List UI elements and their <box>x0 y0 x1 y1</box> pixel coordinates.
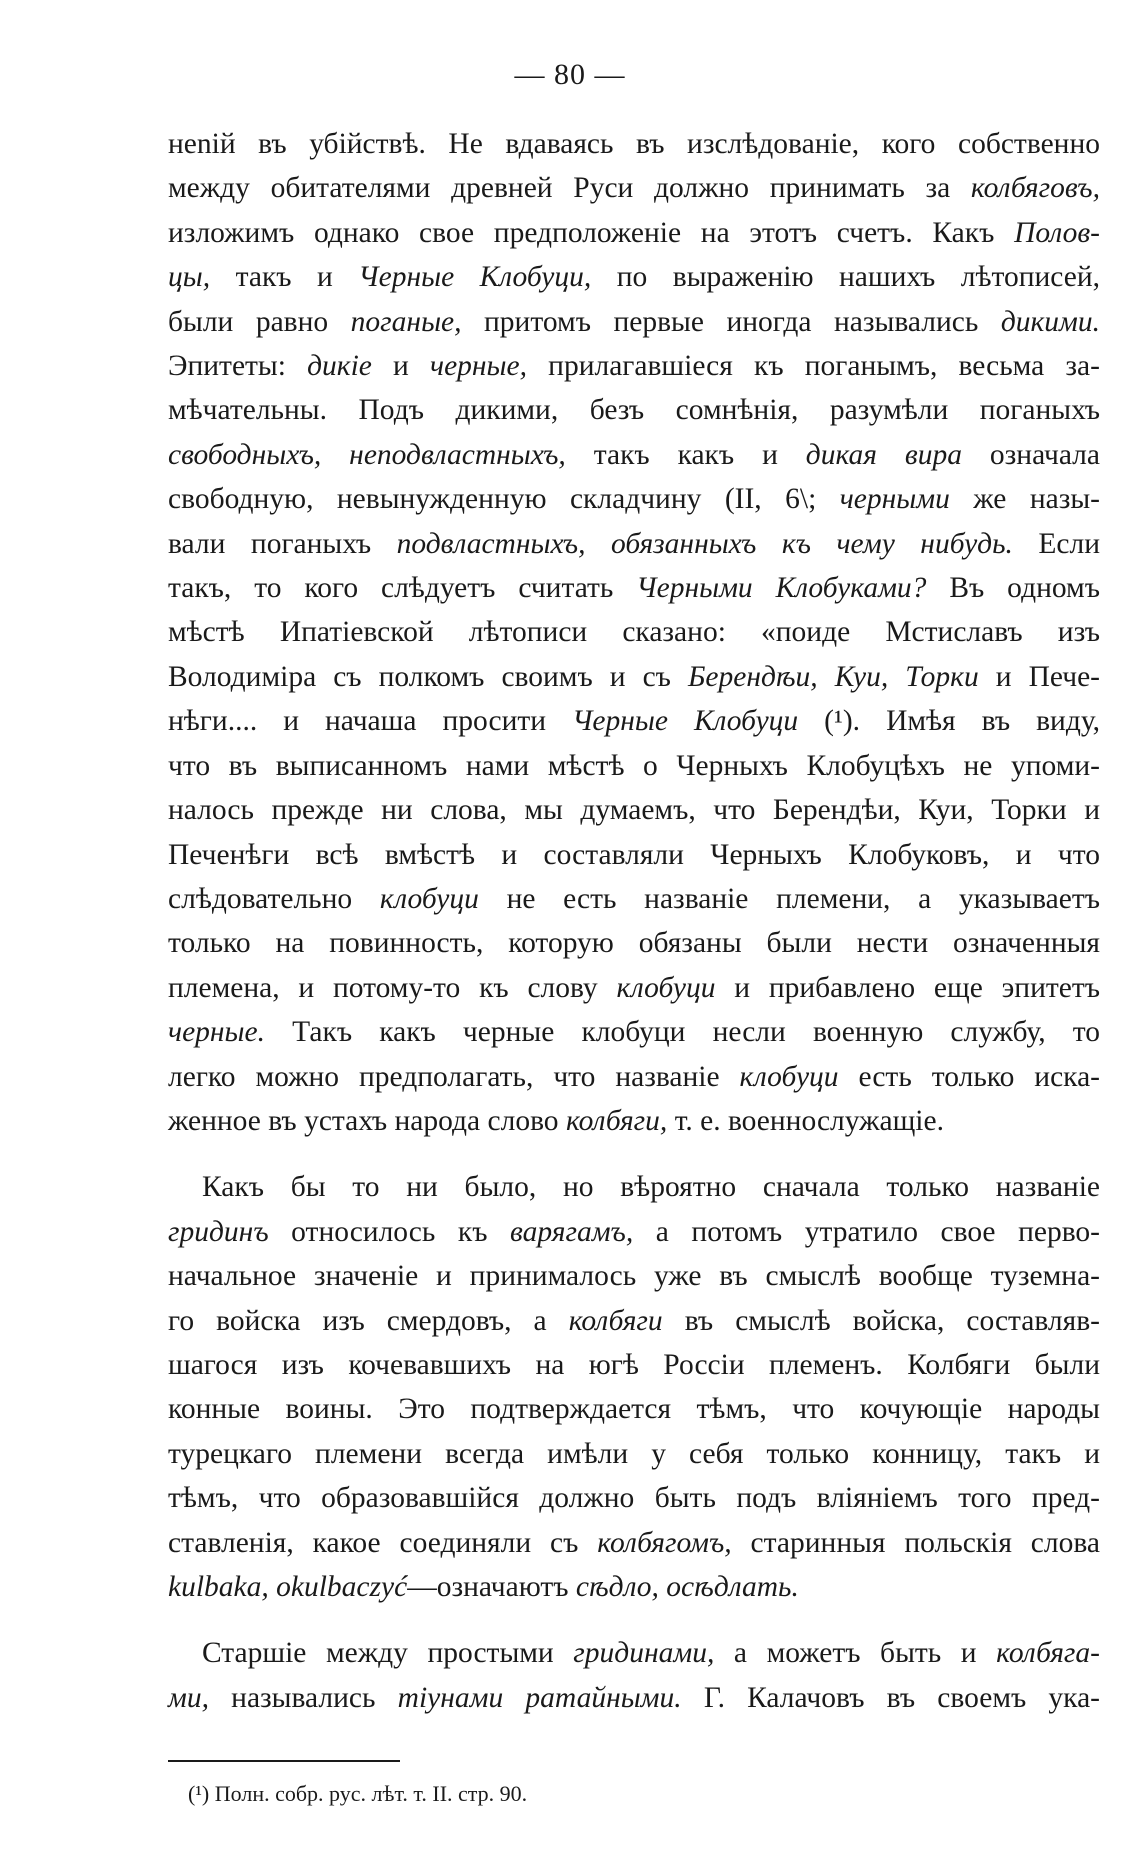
italic-segment: черные, <box>430 350 527 383</box>
italic-segment: Черными Клобуками? <box>636 572 927 605</box>
text-line <box>168 1343 1100 1387</box>
text-segment: женное въ устахъ народа слово <box>168 1104 566 1137</box>
text-segment: мѣстѣ Ипатiевской лѣтописи сказано: «поиде Мстиславъ изъ <box>168 616 1100 649</box>
italic-segment: дикими. <box>1000 305 1100 338</box>
italic-segment: свободныхъ, неподвластныхъ, <box>168 438 566 471</box>
text-segment: Въ одномъ <box>926 572 1100 605</box>
italic-segment: черные. <box>168 1016 265 1049</box>
text-line <box>168 921 1100 965</box>
text-segment: ставленiя, какое соединяли съ <box>168 1526 598 1559</box>
text-segment: и <box>371 350 430 383</box>
text-segment: свободную, невынужденную складчину (II, 6\; <box>168 483 840 516</box>
text-line <box>168 1254 1100 1298</box>
text-segment: а можетъ быть и <box>714 1637 997 1670</box>
italic-segment: подвластныхъ, обязанныхъ къ чему нибудь. <box>396 527 1013 560</box>
text-segment: и Пече- <box>978 660 1100 693</box>
text-line <box>168 255 1100 299</box>
italic-segment: колбяги <box>568 1304 663 1337</box>
text-segment: прилагавшiеся къ поганымъ, весьма за- <box>527 350 1100 383</box>
text-segment: Старшiе между простыми <box>202 1637 574 1670</box>
text-line <box>168 1010 1100 1054</box>
text-line <box>168 1676 1100 1720</box>
footnote-divider <box>168 1760 400 1762</box>
text-segment: притомъ первые иногда назывались <box>461 305 1001 338</box>
text-segment: въ смыслѣ войска, составляв- <box>662 1304 1100 1337</box>
text-line <box>168 344 1100 388</box>
text-segment: и прибавлено еще эпитетъ <box>715 971 1100 1004</box>
italic-segment: варягамъ, <box>510 1215 634 1248</box>
body-text <box>168 122 1100 1720</box>
italic-segment: колбяговъ, <box>970 172 1100 205</box>
text-line <box>168 1521 1100 1565</box>
text-segment: турецкаго племени всегда имѣли у себя только конницу, такъ и <box>168 1437 1100 1470</box>
text-segment: изложимъ однако свое предположенiе на этотъ счетъ. Какъ <box>168 216 1015 249</box>
text-line <box>168 388 1100 432</box>
text-segment: нeniй въ убiйствѣ. Не вдаваясь въ изслѣдованiе, кого собственно <box>168 128 1100 160</box>
italic-segment: черными <box>839 483 950 516</box>
text-line <box>168 1299 1100 1343</box>
text-line <box>168 833 1100 877</box>
text-segment: не есть названiе племени, а указываетъ <box>478 882 1100 915</box>
italic-segment: клобуци <box>616 971 716 1004</box>
text-line <box>168 1165 1100 1209</box>
italic-segment: сѣдло, осѣдлать. <box>575 1571 799 1603</box>
text-segment: шагося изъ кочевавшихъ на югѣ Россiи племенъ. Колбяги были <box>168 1348 1100 1381</box>
text-segment: старинныя польскiя слова <box>731 1526 1101 1559</box>
text-segment: племена, и потому-то къ слову <box>168 971 617 1004</box>
text-line <box>168 211 1100 255</box>
text-segment: назывались <box>208 1681 398 1714</box>
italic-segment: дикiе <box>307 350 372 383</box>
text-line <box>168 699 1100 743</box>
text-line <box>168 1387 1100 1431</box>
text-line <box>168 477 1100 521</box>
text-line <box>168 166 1100 210</box>
page-number: — 80 — <box>514 58 626 91</box>
text-segment: а потомъ утратило свое перво- <box>633 1215 1101 1248</box>
text-line <box>168 122 1100 166</box>
italic-segment: клобуци <box>739 1060 839 1093</box>
text-line <box>168 1432 1100 1476</box>
text-line <box>168 877 1100 921</box>
text-line <box>168 433 1100 477</box>
italic-segment: цы, <box>168 261 211 294</box>
text-line <box>168 1565 1100 1609</box>
italic-segment: колбяги, <box>565 1104 668 1137</box>
text-line <box>168 1055 1100 1099</box>
text-segment: т. е. военнослужащiе. <box>667 1104 944 1137</box>
text-segment: относилось къ <box>268 1215 511 1248</box>
text-line <box>168 1476 1100 1520</box>
italic-segment: тiунами ратайными. <box>397 1681 682 1714</box>
text-segment: начальное значенiе и принималось уже въ смыслѣ вообще туземна- <box>168 1260 1100 1293</box>
text-segment: Печенѣги всѣ вмѣстѣ и составляли Черныхъ Клобуковъ, и что <box>168 838 1100 871</box>
text-segment: слѣдовательно <box>168 882 380 915</box>
italic-segment: Черные Клобуци, <box>358 261 592 294</box>
text-segment: такъ какъ и <box>565 438 806 471</box>
text-segment: (¹). Имѣя въ виду, <box>798 705 1100 738</box>
text-line <box>168 1631 1100 1675</box>
italic-segment: гридинами, <box>573 1637 715 1670</box>
text-segment: между обитателями древней Руси должно принимать за <box>168 172 971 205</box>
text-segment: Если <box>1012 527 1100 560</box>
text-line <box>168 1099 1100 1143</box>
text-segment: были равно <box>168 305 351 338</box>
text-line <box>168 522 1100 566</box>
text-line <box>168 566 1100 610</box>
text-segment: го войска изъ смердовъ, а <box>168 1304 569 1337</box>
text-segment: вали поганыхъ <box>168 527 397 560</box>
italic-segment: гридинъ <box>168 1215 269 1248</box>
text-segment: Эпитеты: <box>168 350 308 383</box>
text-segment: —означаютъ <box>407 1571 576 1603</box>
text-segment: мѣчательны. Подъ дикими, безъ сомнѣнiя, разумѣли поганыхъ <box>168 394 1100 427</box>
italic-segment: клобуци <box>379 882 479 915</box>
text-line <box>168 655 1100 699</box>
paragraph-gap <box>168 1609 1100 1631</box>
text-line <box>168 966 1100 1010</box>
text-segment: Такъ какъ черные клобуци несли военную службу, то <box>265 1016 1100 1049</box>
italic-segment: дикая вира <box>805 438 962 471</box>
text-line <box>168 300 1100 344</box>
footnote: (¹) Полн. собр. рус. лѣт. т. II. стр. 90. <box>188 1781 528 1806</box>
text-line <box>168 610 1100 654</box>
italic-segment: колбяга- <box>996 1637 1100 1670</box>
text-segment: такъ и <box>210 261 359 294</box>
text-segment: означала <box>961 438 1100 471</box>
text-segment: такъ, то кого слѣдуетъ считать <box>168 572 637 605</box>
text-segment: нѣги.... и начаша просити <box>168 705 573 738</box>
italic-segment: ми, <box>168 1681 209 1714</box>
text-segment: конные воины. Это подтверждается тѣмъ, что кочующiе народы <box>168 1393 1100 1426</box>
text-segment: что въ выписанномъ нами мѣстѣ о Черныхъ Клобуцѣхъ не упоми- <box>168 749 1100 782</box>
text-segment: легко можно предполагать, что названiе <box>168 1060 740 1093</box>
italic-segment: Черные Клобуци <box>572 705 799 738</box>
italic-segment: Полов- <box>1014 216 1100 249</box>
text-line <box>168 744 1100 788</box>
paragraph-gap <box>168 1143 1100 1165</box>
italic-segment: Берендѣи, Куи, Торки <box>687 660 979 693</box>
text-segment: есть только иска- <box>838 1060 1100 1093</box>
text-line <box>168 788 1100 832</box>
text-segment: только на повинность, которую обязаны были нести означенныя <box>168 927 1100 960</box>
text-segment: Г. Калачовъ въ своемъ ука- <box>681 1681 1100 1714</box>
text-segment: тѣмъ, что образовавшiйся должно быть подъ влiянiемъ того пред- <box>168 1482 1100 1515</box>
italic-segment: kulbaka, okulbaczyć <box>168 1571 408 1603</box>
text-segment: Какъ бы то ни было, но вѣроятно сначала только названiе <box>202 1171 1100 1204</box>
text-segment: же назы- <box>949 483 1101 516</box>
text-segment: Володимiра съ полкомъ своимъ и съ <box>168 660 688 693</box>
italic-segment: колбягомъ, <box>597 1526 732 1559</box>
text-segment: по выраженiю нашихъ лѣтописей, <box>591 261 1100 294</box>
text-line <box>168 1210 1100 1254</box>
italic-segment: поганые, <box>350 305 462 338</box>
text-segment: налось прежде ни слова, мы думаемъ, что Берендѣи, Куи, Торки и <box>168 794 1100 827</box>
